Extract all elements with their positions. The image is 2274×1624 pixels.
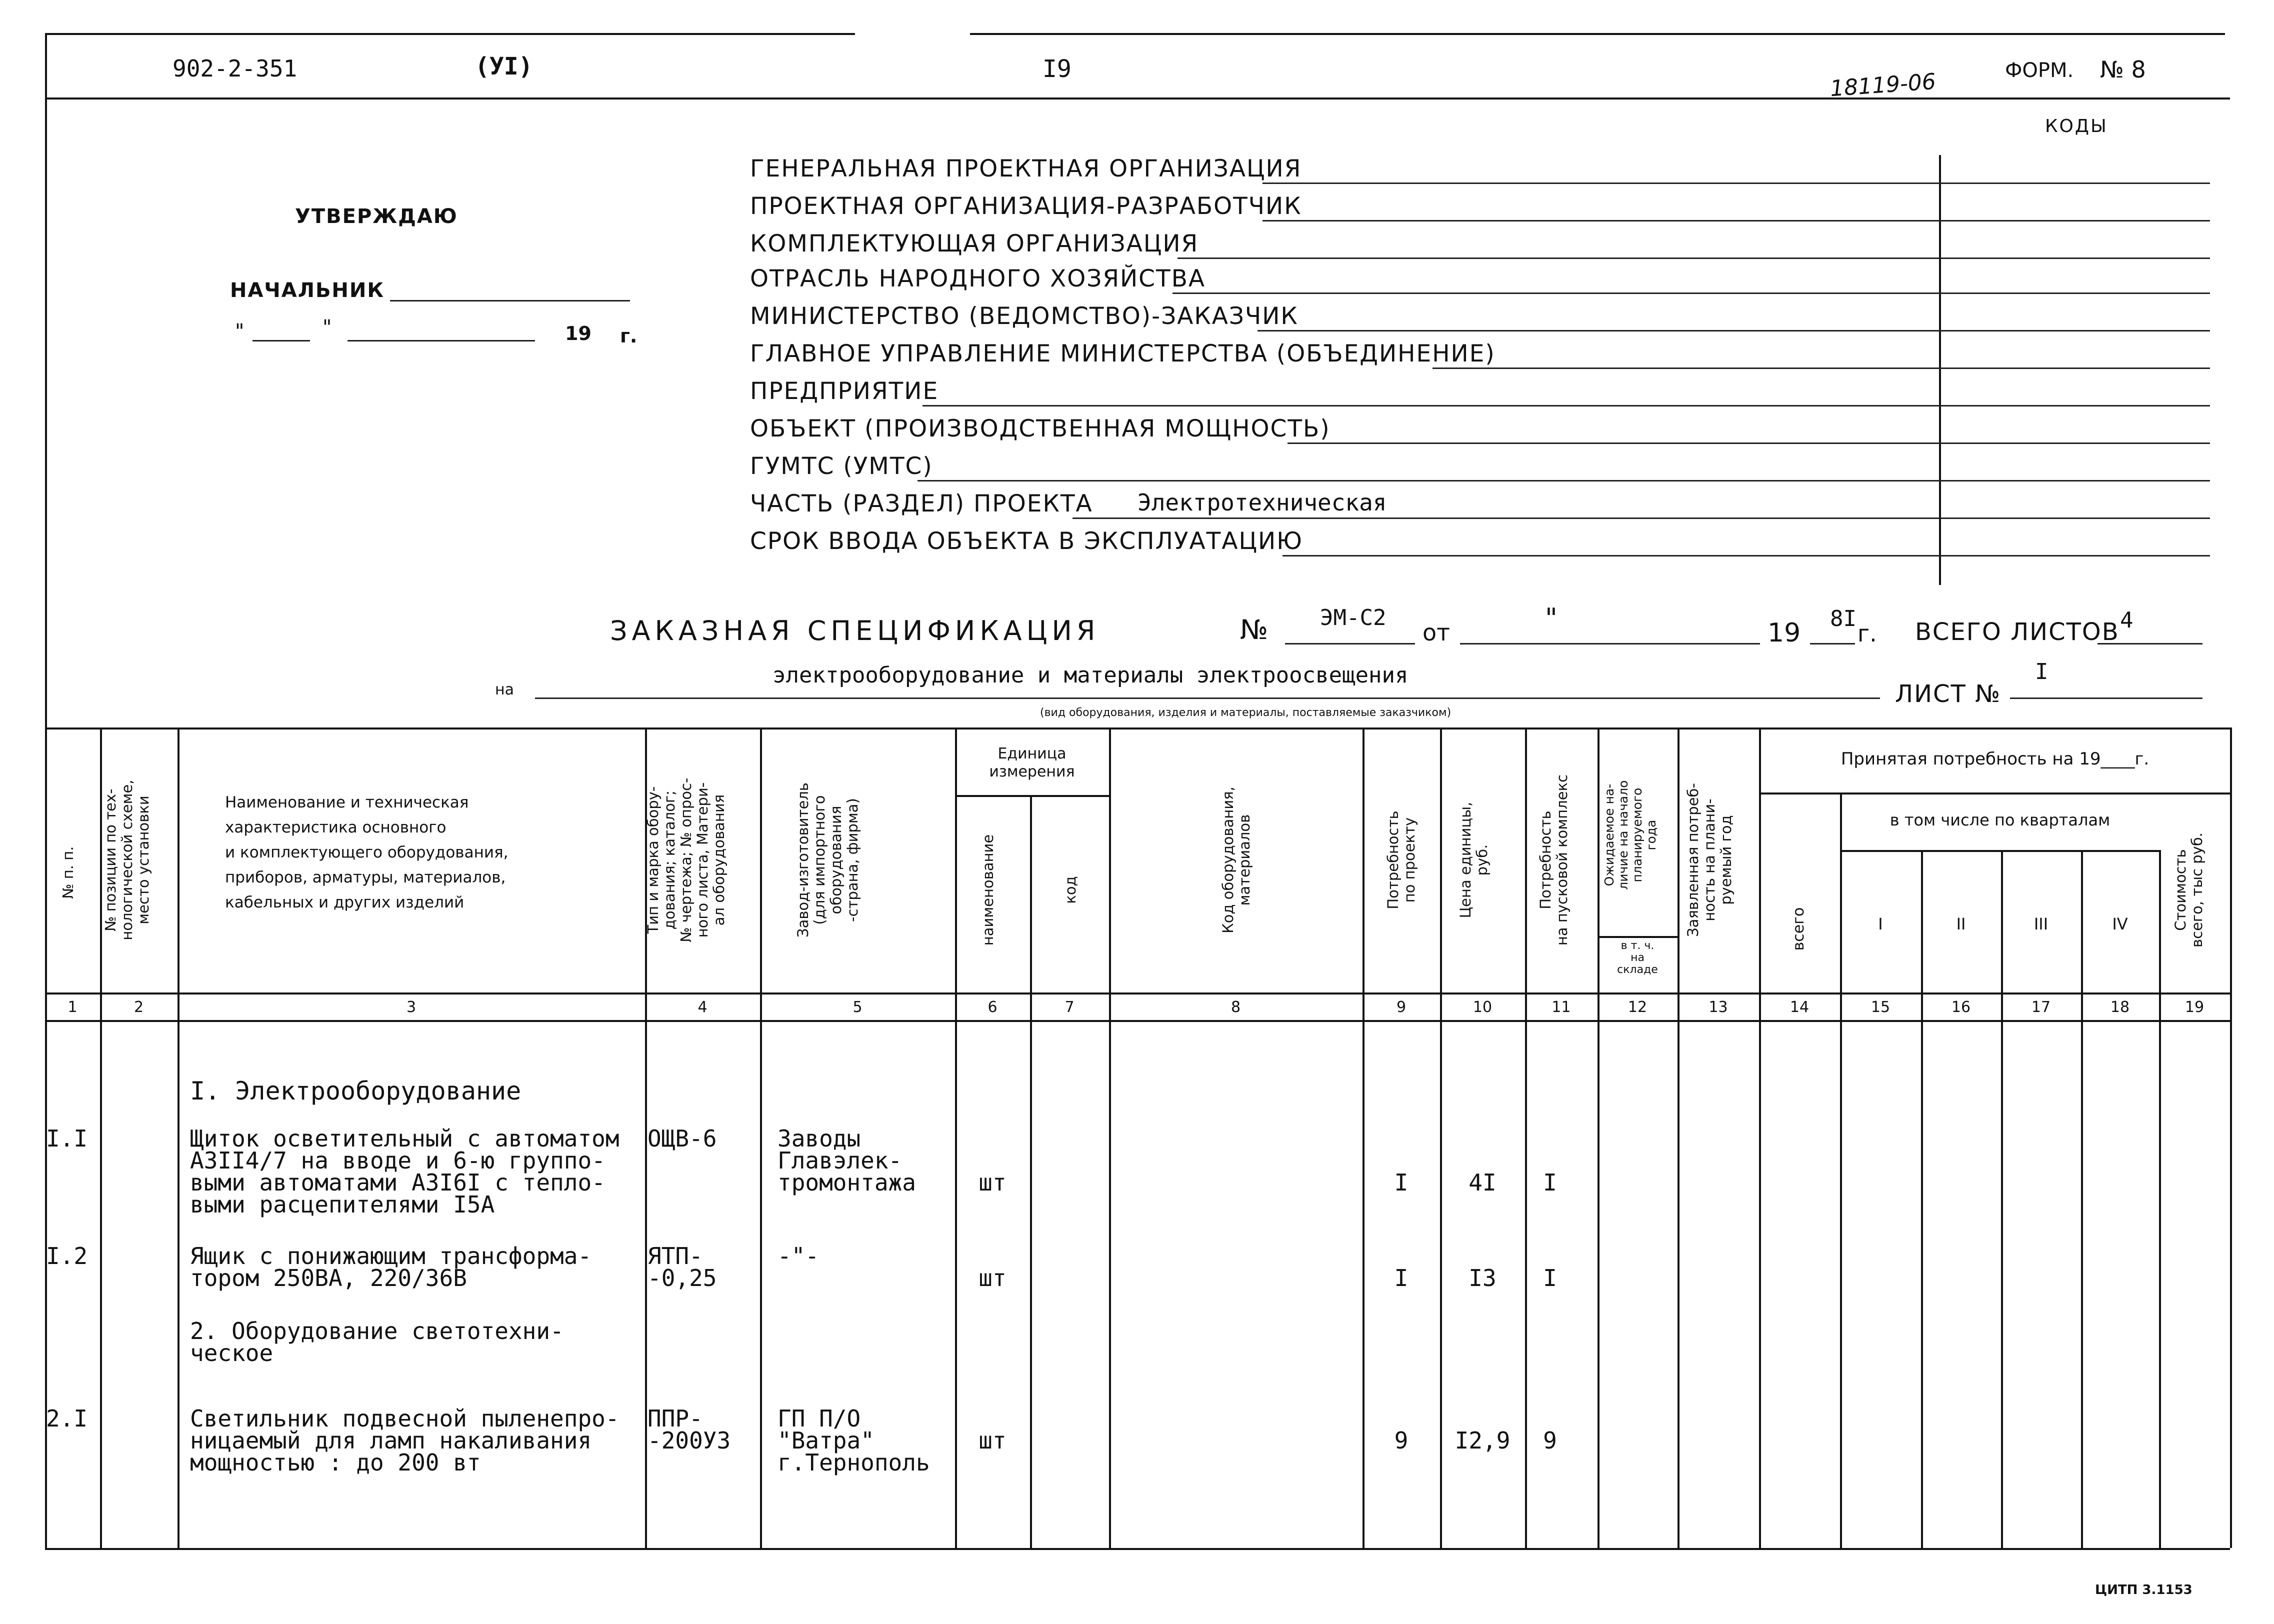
header-col-12: Ожидаемое на- личие на начало планируемого года (1602, 780, 1658, 890)
date-quote-close: " (322, 316, 332, 339)
row-unit: шт (978, 1169, 1006, 1196)
footer-code: ЦИТП 3.1153 (2095, 1582, 2192, 1598)
row-start: I (1543, 1264, 1557, 1292)
table-column-border (1030, 795, 1032, 1548)
spec-sheet-number: I (2035, 659, 2048, 684)
field-value: Электротехническая (1138, 489, 1387, 516)
header-col-3: Наименование и техническая характеристика основного и комплектующего оборудования, приборов, арматуры, материалов, кабельных и других изделий (225, 794, 508, 912)
field-label: ГУМТС (УМТС) (750, 452, 933, 480)
field-label: ОБЪЕКТ (ПРОИЗВОДСТВЕННАЯ МОЩНОСТЬ) (750, 415, 1330, 442)
header-col-1: № п. п. (60, 846, 76, 899)
field-fill-line (1178, 258, 2210, 259)
spec-sheets-label: ВСЕГО ЛИСТОВ (1915, 618, 2120, 646)
table-column-border (2001, 850, 2003, 1548)
form-number: № 8 (2100, 56, 2146, 83)
spec-number: ЭМ-С2 (1320, 605, 1386, 630)
row-qty: 9 (1394, 1427, 1408, 1454)
field-label: ПРОЕКТНАЯ ОРГАНИЗАЦИЯ-РАЗРАБОТЧИК (750, 192, 1302, 220)
field-row (750, 192, 1302, 220)
column-number: 6 (988, 998, 998, 1016)
column-number: 5 (852, 998, 862, 1016)
header-col-19: Стоимость всего, тыс руб. (2172, 832, 2206, 948)
spec-year-suffix: г. (1858, 620, 1877, 647)
row-price: 4I (1468, 1169, 1496, 1196)
header-col-11: Потребность на пусковой комплекс (1537, 774, 1570, 946)
field-row (750, 340, 1496, 368)
table-header-bottom (45, 992, 2230, 994)
form-label: ФОРМ. (2005, 59, 2074, 82)
column-number: 10 (1472, 998, 1492, 1016)
table-bottom-border (45, 1548, 2230, 1550)
spec-sheet-label: ЛИСТ № (1895, 680, 2002, 708)
field-label: ПРЕДПРИЯТИЕ (750, 378, 939, 405)
header-col-8: Код оборудования, материалов (1220, 786, 1253, 934)
table-column-border (1678, 728, 1680, 1548)
codes-divider (1939, 155, 1941, 585)
spec-date-line (1460, 643, 1760, 644)
field-row (750, 415, 1330, 442)
column-number: 13 (1708, 998, 1728, 1016)
table-column-border (1759, 728, 1761, 1548)
field-label: СРОК ВВОДА ОБЪЕКТА В ЭКСПЛУАТАЦИЮ (750, 528, 1303, 555)
field-row (750, 490, 1093, 518)
spec-year-prefix: 19 (1768, 618, 1801, 648)
date-month-line (348, 340, 535, 342)
spec-on-line (535, 698, 1880, 699)
table-column-border (760, 728, 762, 1548)
row-unit: шт (978, 1427, 1006, 1454)
field-fill-line (918, 480, 2210, 482)
table-column-border (2159, 850, 2161, 1548)
row-maker: Заводы Главэлек- тромонтажа (778, 1125, 916, 1196)
field-row (750, 378, 938, 405)
spec-title: ЗАКАЗНАЯ СПЕЦИФИКАЦИЯ (610, 615, 1100, 646)
page-number: I9 (1042, 55, 1072, 83)
spec-no-label: № (1240, 614, 1268, 646)
column-number: 11 (1552, 998, 1571, 1016)
spec-sheets-count: 4 (2120, 608, 2134, 633)
header-col-7: код (1062, 876, 1079, 904)
date-day-line (252, 340, 310, 342)
codes-label: КОДЫ (2045, 116, 2108, 136)
column-number: 12 (1628, 998, 1648, 1016)
field-label: КОМПЛЕКТУЮЩАЯ ОРГАНИЗАЦИЯ (750, 230, 1199, 258)
field-row (750, 452, 933, 480)
spec-sheet-line (2010, 698, 2202, 699)
table-column-border (1109, 728, 1111, 1548)
header-col-16: II (1956, 914, 1966, 934)
header-col-2: № позиции по тех- нологической схеме, место установки (102, 780, 152, 940)
column-number: 7 (1064, 998, 1074, 1016)
chief-label: НАЧАЛЬНИК (230, 279, 385, 302)
row-num: I.I (46, 1125, 88, 1152)
header-col-5: Завод-изготовитель (для импортного оборудования -страна, фирма) (794, 782, 861, 938)
header-separator (45, 98, 2230, 100)
date-year-suffix: г. (620, 325, 638, 347)
column-number: 2 (134, 998, 144, 1016)
row-type: ЯТП- -0,25 (648, 1242, 717, 1292)
chief-signature-line (390, 300, 630, 302)
field-row (750, 528, 1303, 555)
table-column-border (1840, 792, 1842, 1548)
field-label: ЧАСТЬ (РАЗДЕЛ) ПРОЕКТА (750, 490, 1093, 518)
spec-on-label: на (495, 681, 514, 698)
field-label: ГЛАВНОЕ УПРАВЛЕНИЕ МИНИСТЕРСТВА (ОБЪЕДИНЕНИЕ) (750, 340, 1496, 368)
stock-sub-rule (1598, 936, 1678, 938)
spec-on-caption: (вид оборудования, изделия и материалы, поставляемые заказчиком) (1040, 706, 1452, 719)
field-fill-line (1262, 220, 2210, 222)
table-column-border (1362, 728, 1364, 1548)
row-name: 2. Оборудование светотехни- ческое (190, 1318, 564, 1366)
approve-title: УТВЕРЖДАЮ (295, 205, 458, 228)
spec-number-line (1285, 643, 1415, 644)
header-col-13: Заявленная потреб- ность на плани- руемый год (1684, 783, 1734, 937)
field-row (750, 302, 1298, 330)
header-accepted-group: Принятая потребность на 19____г. (1840, 749, 2150, 769)
spec-from-label: от (1422, 619, 1450, 646)
table-column-border (1525, 728, 1527, 1548)
field-fill-line (922, 405, 2210, 406)
header-col-17: III (2034, 914, 2048, 934)
row-type: ОЩВ-6 (648, 1125, 717, 1152)
column-number: 1 (68, 998, 78, 1016)
row-start: I (1543, 1169, 1557, 1196)
header-col-4: Тип и марка обору- дования; каталог; № чертежа; № опрос- ного листа, Матери- ал оборудования (644, 778, 728, 942)
table-column-border (955, 728, 957, 1548)
row-type: ППР- -200У3 (648, 1405, 731, 1454)
field-fill-line (1288, 442, 2210, 444)
field-row (750, 265, 1206, 292)
field-row (750, 155, 1302, 182)
row-price: I3 (1468, 1264, 1496, 1292)
doc-code: 902-2-351 (172, 55, 298, 82)
column-number: 17 (2031, 998, 2051, 1016)
spec-on-value: электрооборудование и материалы электроосвещения (772, 662, 1408, 688)
header-col-9: Потребность по проекту (1384, 810, 1418, 910)
header-unit-group: Единица измерения (989, 745, 1075, 780)
table-column-border (1921, 850, 1923, 1548)
top-border-right (970, 33, 2225, 35)
row-maker: -"- (778, 1242, 820, 1270)
header-col-18: IV (2112, 914, 2128, 934)
inventory-number: 18119-06 (1829, 68, 1937, 102)
row-num: I.2 (46, 1242, 88, 1270)
header-col-14: всего (1790, 907, 1808, 951)
quarters-group-rule (1840, 850, 2159, 852)
column-number: 18 (2110, 998, 2130, 1016)
spec-sheets-line (2098, 643, 2202, 644)
row-name: Светильник подвесной пыленепро- ницаемый для ламп накаливания мощностью : до 200 вт (190, 1405, 620, 1476)
top-border-left (45, 33, 855, 35)
field-label: ГЕНЕРАЛЬНАЯ ПРОЕКТНАЯ ОРГАНИЗАЦИЯ (750, 155, 1302, 182)
table-column-border (2230, 728, 2232, 1548)
volume-mark: (УI) (475, 52, 533, 80)
field-label: МИНИСТЕРСТВО (ВЕДОМСТВО)-ЗАКАЗЧИК (750, 302, 1298, 330)
row-name: I. Электрооборудование (190, 1076, 522, 1106)
field-fill-line (1282, 555, 2210, 556)
row-unit: шт (978, 1264, 1006, 1292)
column-number: 15 (1870, 998, 1890, 1016)
field-row (750, 230, 1198, 258)
row-num: 2.I (46, 1405, 88, 1432)
column-number: 8 (1230, 998, 1241, 1016)
row-start: 9 (1543, 1427, 1557, 1454)
column-number: 4 (698, 998, 708, 1016)
row-price: I2,9 (1454, 1427, 1510, 1454)
column-number: 3 (406, 998, 416, 1016)
spec-year-value: 8I (1830, 606, 1856, 632)
table-column-border (1598, 728, 1600, 1548)
accepted-group-rule (1759, 792, 2230, 794)
table-numbers-bottom (45, 1020, 2230, 1022)
field-fill-line (1072, 518, 2210, 519)
field-label: ОТРАСЛЬ НАРОДНОГО ХОЗЯЙСТВА (750, 265, 1206, 292)
field-fill-line (1258, 330, 2210, 332)
row-maker: ГП П/О "Ватра" г.Тернополь (778, 1405, 930, 1476)
spec-year-line (1810, 643, 1855, 644)
row-name: Щиток осветительный с автоматом А3II4/7 на вводе и 6-ю группо- выми автоматами А3I6I с тепло- выми расцепителями I5А (190, 1125, 620, 1218)
column-number: 16 (1951, 998, 1971, 1016)
row-qty: I (1394, 1264, 1408, 1292)
field-fill-line (1172, 292, 2210, 294)
date-year-label: 19 (565, 322, 592, 344)
table-column-border (2081, 850, 2083, 1548)
table-top-border (45, 728, 2230, 730)
column-number: 9 (1396, 998, 1406, 1016)
header-col-12-stock: в т. ч. на складе (1617, 940, 1658, 976)
column-number: 19 (2184, 998, 2204, 1016)
row-name: Ящик с понижающим трансформа- тором 250ВА, 220/36В (190, 1242, 592, 1292)
header-col-15: I (1878, 914, 1883, 934)
date-quote-open: " (235, 320, 244, 343)
unit-group-rule (955, 795, 1109, 797)
table-column-border (178, 728, 180, 1548)
header-col-6: наименование (980, 834, 996, 946)
row-qty: I (1394, 1169, 1408, 1196)
header-col-10: Цена единицы, руб. (1457, 802, 1490, 918)
table-column-border (1440, 728, 1442, 1548)
header-quarters-group: в том числе по кварталам (1890, 810, 2110, 830)
field-fill-line (1262, 182, 2210, 184)
field-fill-line (1432, 368, 2210, 369)
spec-date-quote: " (1545, 602, 1558, 634)
column-number: 14 (1790, 998, 1810, 1016)
